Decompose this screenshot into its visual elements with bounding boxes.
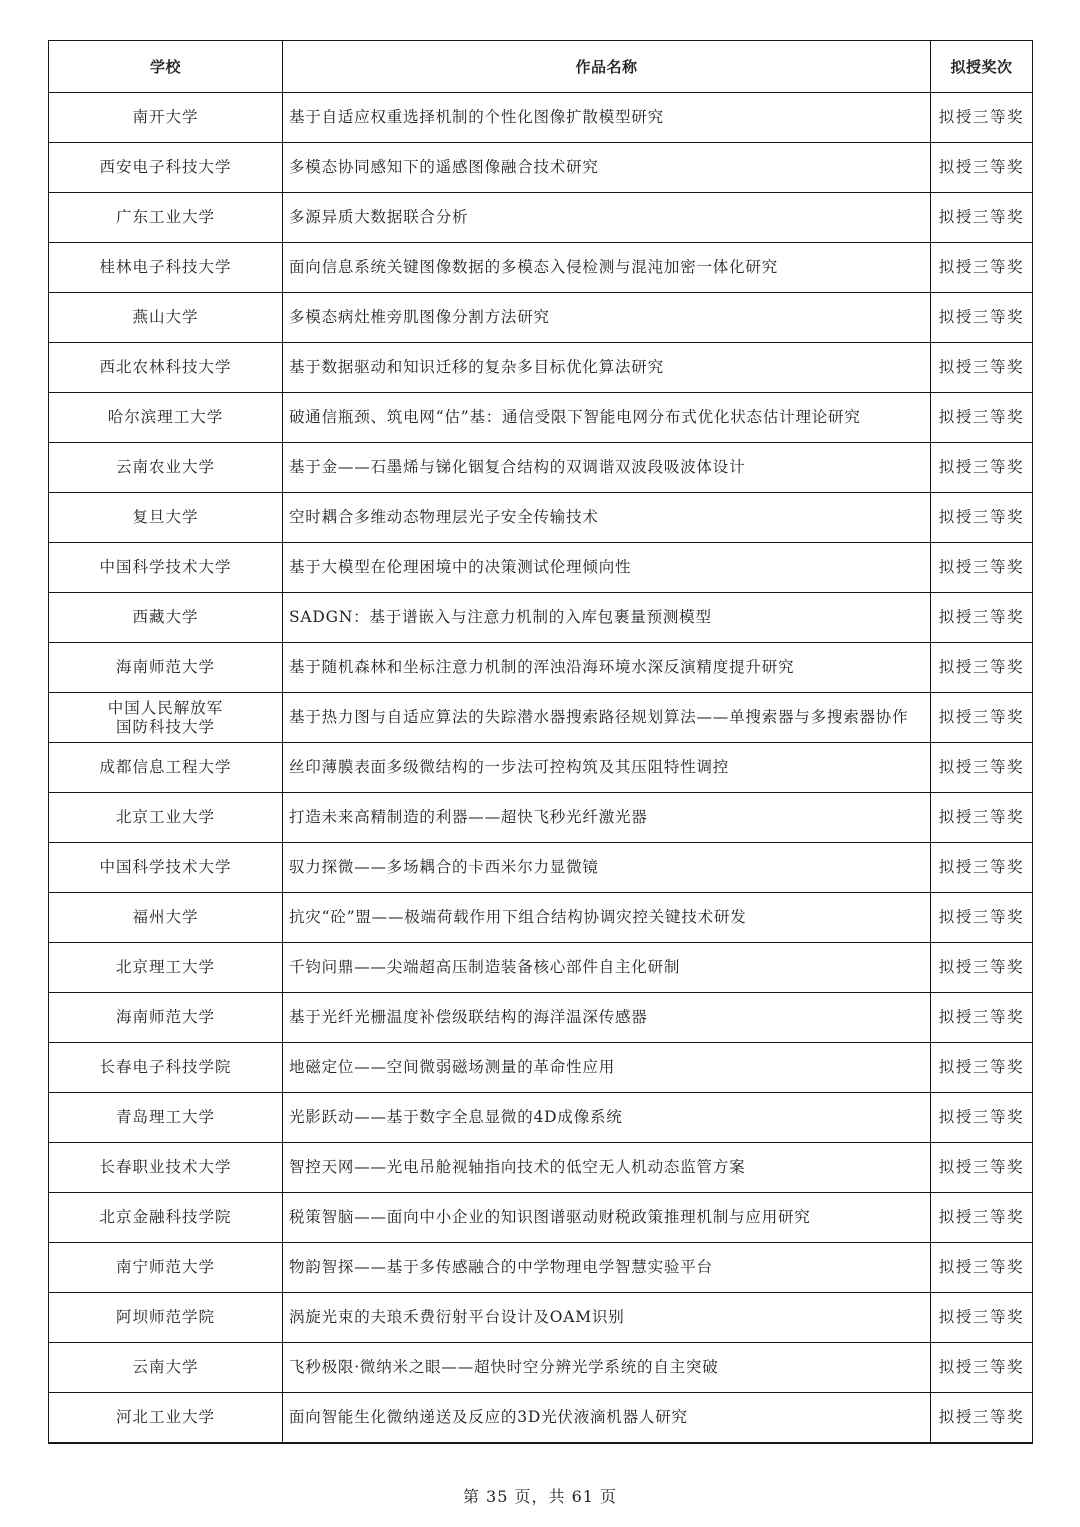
title-cell: 光影跃动——基于数字全息显微的4D成像系统: [283, 1093, 931, 1143]
award-cell: 拟授三等奖: [931, 393, 1033, 443]
title-cell: 基于金——石墨烯与锑化铟复合结构的双调谐双波段吸波体设计: [283, 443, 931, 493]
table-row: [49, 543, 1033, 593]
table-row: [49, 243, 1033, 293]
school-cell: 哈尔滨理工大学: [49, 393, 283, 443]
page-number: 第 35 页，共 61 页: [462, 1487, 618, 1506]
table-row: [49, 993, 1033, 1043]
table-row: [49, 743, 1033, 793]
header-row: [49, 41, 1033, 93]
table-row: [49, 643, 1033, 693]
award-cell: 拟授三等奖: [931, 143, 1033, 193]
title-cell: 税策智脑——面向中小企业的知识图谱驱动财税政策推理机制与应用研究: [283, 1193, 931, 1243]
award-cell: 拟授三等奖: [931, 443, 1033, 493]
table-row: [49, 343, 1033, 393]
title-cell: 智控天网——光电吊舱视轴指向技术的低空无人机动态监管方案: [283, 1143, 931, 1193]
school-cell: 中国科学技术大学: [49, 543, 283, 593]
award-cell: 拟授三等奖: [931, 1193, 1033, 1243]
title-cell: 多源异质大数据联合分析: [283, 193, 931, 243]
award-cell: 拟授三等奖: [931, 1393, 1033, 1443]
award-cell: 拟授三等奖: [931, 643, 1033, 693]
table-row: [49, 393, 1033, 443]
title-cell: 丝印薄膜表面多级微结构的一步法可控构筑及其压阻特性调控: [283, 743, 931, 793]
school-cell: 福州大学: [49, 893, 283, 943]
school-cell: 桂林电子科技大学: [49, 243, 283, 293]
school-cell: 广东工业大学: [49, 193, 283, 243]
header-title: 作品名称: [283, 41, 931, 93]
award-cell: 拟授三等奖: [931, 93, 1033, 143]
award-cell: 拟授三等奖: [931, 993, 1033, 1043]
award-cell: 拟授三等奖: [931, 1293, 1033, 1343]
title-cell: 物韵智探——基于多传感融合的中学物理电学智慧实验平台: [283, 1243, 931, 1293]
award-cell: 拟授三等奖: [931, 193, 1033, 243]
award-cell: 拟授三等奖: [931, 793, 1033, 843]
title-cell: 地磁定位——空间微弱磁场测量的革命性应用: [283, 1043, 931, 1093]
title-cell: 基于数据驱动和知识迁移的复杂多目标优化算法研究: [283, 343, 931, 393]
table-row: [49, 1193, 1033, 1243]
award-cell: 拟授三等奖: [931, 943, 1033, 993]
award-cell: 拟授三等奖: [931, 1043, 1033, 1093]
award-cell: 拟授三等奖: [931, 243, 1033, 293]
header-school: 学校: [49, 41, 283, 93]
title-cell: 基于大模型在伦理困境中的决策测试伦理倾向性: [283, 543, 931, 593]
award-cell: 拟授三等奖: [931, 893, 1033, 943]
table-row: [49, 593, 1033, 643]
table-row: [49, 893, 1033, 943]
school-cell: [49, 693, 283, 743]
table-row: [49, 943, 1033, 993]
school-cell: 中国科学技术大学: [49, 843, 283, 893]
award-cell: 拟授三等奖: [931, 343, 1033, 393]
school-cell: 南开大学: [49, 93, 283, 143]
award-cell: 拟授三等奖: [931, 593, 1033, 643]
title-cell: 抗灾“砼”盟——极端荷载作用下组合结构协调灾控关键技术研发: [283, 893, 931, 943]
award-cell: 拟授三等奖: [931, 1093, 1033, 1143]
title-cell: 驭力探微——多场耦合的卡西米尔力显微镜: [283, 843, 931, 893]
school-cell: 海南师范大学: [49, 993, 283, 1043]
award-cell: 拟授三等奖: [931, 743, 1033, 793]
title-cell: 基于热力图与自适应算法的失踪潜水器搜索路径规划算法——单搜索器与多搜索器协作: [283, 693, 931, 743]
table-body: [49, 93, 1033, 1443]
title-cell: 面向智能生化微纳递送及反应的3D光伏液滴机器人研究: [283, 1393, 931, 1443]
table-row: [49, 843, 1033, 893]
title-cell: 多模态病灶椎旁肌图像分割方法研究: [283, 293, 931, 343]
school-cell: 北京金融科技学院: [49, 1193, 283, 1243]
title-cell: 基于光纤光栅温度补偿级联结构的海洋温深传感器: [283, 993, 931, 1043]
table-row: [49, 1143, 1033, 1193]
table-row: [49, 493, 1033, 543]
school-cell: 长春职业技术大学: [49, 1143, 283, 1193]
school-cell: 长春电子科技学院: [49, 1043, 283, 1093]
award-cell: 拟授三等奖: [931, 543, 1033, 593]
award-cell: 拟授三等奖: [931, 1143, 1033, 1193]
school-cell: 河北工业大学: [49, 1393, 283, 1443]
title-cell: 涡旋光束的夫琅禾费衍射平台设计及OAM识别: [283, 1293, 931, 1343]
school-cell: 燕山大学: [49, 293, 283, 343]
title-cell: 基于自适应权重选择机制的个性化图像扩散模型研究: [283, 93, 931, 143]
title-cell: 基于随机森林和坐标注意力机制的浑浊沿海环境水深反演精度提升研究: [283, 643, 931, 693]
school-cell: 北京工业大学: [49, 793, 283, 843]
school-cell: 复旦大学: [49, 493, 283, 543]
header-award: 拟授奖次: [931, 41, 1033, 93]
school-cell: 海南师范大学: [49, 643, 283, 693]
table-row: [49, 1293, 1033, 1343]
table-row: [49, 143, 1033, 193]
school-cell: 西安电子科技大学: [49, 143, 283, 193]
table-row: [49, 93, 1033, 143]
table-row: [49, 193, 1033, 243]
table-row: [49, 1093, 1033, 1143]
school-line: 国防科技大学: [115, 717, 215, 736]
title-cell: 破通信瓶颈、筑电网“估”基：通信受限下智能电网分布式优化状态估计理论研究: [283, 393, 931, 443]
award-cell: 拟授三等奖: [931, 293, 1033, 343]
table-row: [49, 1343, 1033, 1393]
award-cell: 拟授三等奖: [931, 493, 1033, 543]
award-table: [48, 40, 1033, 1444]
table-row: [49, 293, 1033, 343]
school-cell: 西北农林科技大学: [49, 343, 283, 393]
school-line: 中国人民解放军: [107, 698, 224, 717]
school-cell: 青岛理工大学: [49, 1093, 283, 1143]
school-cell: 北京理工大学: [49, 943, 283, 993]
award-cell: 拟授三等奖: [931, 693, 1033, 743]
school-cell: 南宁师范大学: [49, 1243, 283, 1293]
table-row: [49, 443, 1033, 493]
title-cell: 面向信息系统关键图像数据的多模态入侵检测与混沌加密一体化研究: [283, 243, 931, 293]
title-cell: SADGN：基于谱嵌入与注意力机制的入库包裹量预测模型: [283, 593, 931, 643]
school-cell: 云南大学: [49, 1343, 283, 1393]
title-cell: 飞秒极限·微纳米之眼——超快时空分辨光学系统的自主突破: [283, 1343, 931, 1393]
award-cell: 拟授三等奖: [931, 1243, 1033, 1293]
table-row: [49, 693, 1033, 743]
table-row: [49, 793, 1033, 843]
title-cell: 千钧问鼎——尖端超高压制造装备核心部件自主化研制: [283, 943, 931, 993]
title-cell: 空时耦合多维动态物理层光子安全传输技术: [283, 493, 931, 543]
table-row: [49, 1243, 1033, 1293]
school-cell: 成都信息工程大学: [49, 743, 283, 793]
table-header: [49, 41, 1033, 93]
school-cell: 云南农业大学: [49, 443, 283, 493]
award-cell: 拟授三等奖: [931, 843, 1033, 893]
title-cell: 打造未来高精制造的利器——超快飞秒光纤激光器: [283, 793, 931, 843]
title-cell: 多模态协同感知下的遥感图像融合技术研究: [283, 143, 931, 193]
school-cell: 西藏大学: [49, 593, 283, 643]
school-cell: 阿坝师范学院: [49, 1293, 283, 1343]
table-row: [49, 1393, 1033, 1443]
table-row: [49, 1043, 1033, 1093]
award-cell: 拟授三等奖: [931, 1343, 1033, 1393]
